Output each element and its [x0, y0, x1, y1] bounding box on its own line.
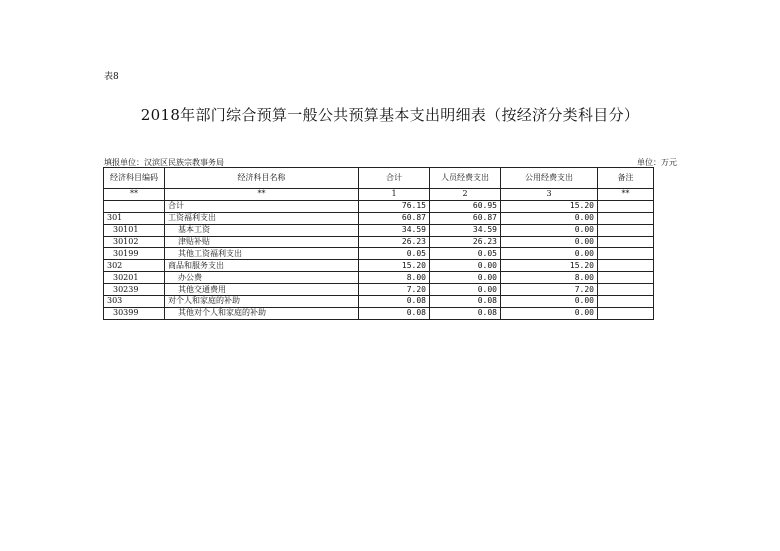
table-row — [104, 272, 654, 284]
cell-code: 30199 — [104, 248, 165, 260]
cell-personnel: 34.59 — [430, 224, 501, 236]
cell-name: 对个人和家庭的补助 — [165, 296, 359, 308]
cell-personnel: 0.08 — [430, 307, 501, 319]
cell-name: 其他对个人和家庭的补助 — [165, 307, 359, 319]
cell-note — [598, 224, 654, 236]
currency-unit: 单位：万元 — [637, 158, 677, 167]
header-name: 经济科目名称 — [165, 168, 359, 189]
cell-total: 8.00 — [359, 272, 430, 284]
cell-note — [598, 212, 654, 224]
cell-public: 0.00 — [501, 224, 598, 236]
cell-code — [104, 200, 165, 212]
cell-code: 303 — [104, 296, 165, 308]
cell-total: 34.59 — [359, 224, 430, 236]
cell-public: 8.00 — [501, 272, 598, 284]
expenditure-table — [103, 167, 654, 320]
cell-name: 合计 — [165, 200, 359, 212]
header-note: 备注 — [598, 168, 654, 189]
cell-name: 商品和服务支出 — [165, 260, 359, 272]
cell-code: 302 — [104, 260, 165, 272]
subheader-total: 1 — [359, 189, 430, 201]
cell-code: 30102 — [104, 236, 165, 248]
table-row — [104, 307, 654, 319]
cell-personnel: 60.95 — [430, 200, 501, 212]
cell-total: 0.08 — [359, 307, 430, 319]
cell-note — [598, 296, 654, 308]
cell-public: 0.00 — [501, 248, 598, 260]
cell-name: 津贴补贴 — [165, 236, 359, 248]
subheader-note: ** — [598, 189, 654, 201]
cell-code: 30399 — [104, 307, 165, 319]
cell-note — [598, 272, 654, 284]
cell-public: 0.00 — [501, 236, 598, 248]
cell-note — [598, 260, 654, 272]
cell-personnel: 0.08 — [430, 296, 501, 308]
table-row — [104, 212, 654, 224]
subheader-name: ** — [165, 189, 359, 201]
cell-public: 0.00 — [501, 307, 598, 319]
cell-personnel: 26.23 — [430, 236, 501, 248]
table-row — [104, 236, 654, 248]
table-body — [104, 200, 654, 319]
cell-total: 76.15 — [359, 200, 430, 212]
cell-total: 26.23 — [359, 236, 430, 248]
table-number-label: 表8 — [104, 72, 119, 82]
cell-name: 工资福利支出 — [165, 212, 359, 224]
header-public: 公用经费支出 — [501, 168, 598, 189]
cell-personnel: 60.87 — [430, 212, 501, 224]
cell-note — [598, 200, 654, 212]
cell-name: 办公费 — [165, 272, 359, 284]
table-row — [104, 200, 654, 212]
table-row — [104, 224, 654, 236]
cell-note — [598, 236, 654, 248]
cell-personnel: 0.05 — [430, 248, 501, 260]
cell-personnel: 0.00 — [430, 272, 501, 284]
table-header-row — [104, 168, 654, 189]
subheader-personnel: 2 — [430, 189, 501, 201]
cell-personnel: 0.00 — [430, 260, 501, 272]
table-row — [104, 260, 654, 272]
cell-note — [598, 284, 654, 296]
reporting-unit: 填报单位：汉滨区民族宗教事务局 — [104, 158, 224, 167]
table-row — [104, 284, 654, 296]
cell-public: 15.20 — [501, 260, 598, 272]
cell-total: 60.87 — [359, 212, 430, 224]
cell-note — [598, 307, 654, 319]
subheader-public: 3 — [501, 189, 598, 201]
cell-note — [598, 248, 654, 260]
cell-code: 30101 — [104, 224, 165, 236]
cell-public: 7.20 — [501, 284, 598, 296]
cell-code: 30239 — [104, 284, 165, 296]
cell-name: 其他工资福利支出 — [165, 248, 359, 260]
page-title: 2018年部门综合预算一般公共预算基本支出明细表（按经济分类科目分） — [140, 106, 640, 124]
cell-name: 基本工资 — [165, 224, 359, 236]
cell-public: 0.00 — [501, 212, 598, 224]
header-personnel: 人员经费支出 — [430, 168, 501, 189]
table-subheader-row — [104, 189, 654, 201]
cell-total: 15.20 — [359, 260, 430, 272]
cell-total: 0.08 — [359, 296, 430, 308]
header-code: 经济科目编码 — [104, 168, 165, 189]
table-row — [104, 248, 654, 260]
header-total: 合计 — [359, 168, 430, 189]
cell-total: 0.05 — [359, 248, 430, 260]
cell-name: 其他交通费用 — [165, 284, 359, 296]
cell-code: 30201 — [104, 272, 165, 284]
cell-total: 7.20 — [359, 284, 430, 296]
cell-public: 0.00 — [501, 296, 598, 308]
cell-public: 15.20 — [501, 200, 598, 212]
cell-code: 301 — [104, 212, 165, 224]
table-row — [104, 296, 654, 308]
subheader-code: ** — [104, 189, 165, 201]
cell-personnel: 0.00 — [430, 284, 501, 296]
